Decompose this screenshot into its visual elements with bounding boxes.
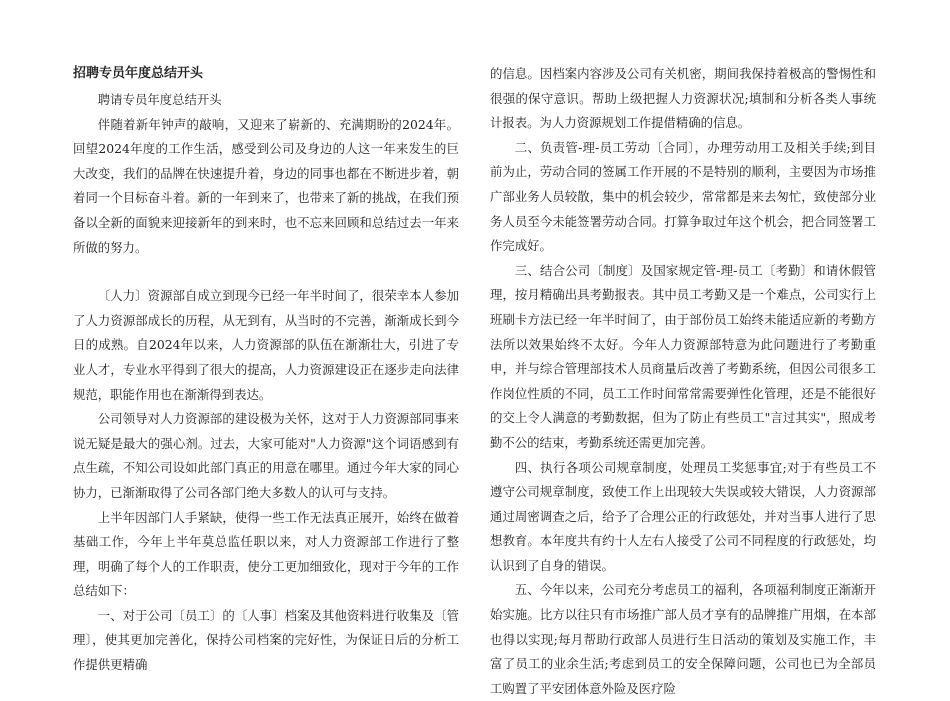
first-half-paragraph: 上半年因部门人手紧缺，使得一些工作无法真正展开，始终在做着基础工作，今年上半年莫总监任职以来，对人力资源部工作进行了整理，明确了每个人的工作职责，使分工更加细致化，现对于今年的工作总结如下： bbox=[73, 509, 459, 599]
left-column bbox=[73, 62, 459, 678]
leadership-paragraph: 公司领导对人力资源部的建设极为关怀，这对于人力资源部同事来说无疑是最大的强心剂。过去，大家可能对"人力资源"这个词语感到有点生疏，不知公司设如此部门真正的用意在哪里。通过今年大家的同心协力，已渐渐取得了公司各部门绝大多数人的认可与支持。 bbox=[73, 411, 459, 500]
item-two-paragraph: 二、负责管-理-员工劳动〔合同〕，办理劳动用工及相关手续;到目前为止，劳动合同的签属工作开展的不是特别的顺利，主要因为市场推广部业务人员较散，集中的机会较少，常常都是来去匆忙，致使部分业务人员至今未能签署劳动合同。打算争取过年这个机会，把合同签署工作完成好。 bbox=[490, 139, 876, 254]
hr-department-paragraph: 〔人力〕资源部自成立到现今已经一年半时间了，很荣幸本人参加了人力资源部成长的历程，从无到有，从当时的不完善，渐渐成长到今日的成熟。自2024年以来，人力资源部的队伍在渐渐壮大，引进了专业人才，专业水平得到了很大的提高，人力资源建设正在逐步走向法律规范，职能作用也在渐渐得到表达。 bbox=[73, 288, 459, 402]
item-four-paragraph: 四、执行各项公司规章制度，处理员工奖惩事宜;对于有些员工不遵守公司规章制度，致使工作上出现较大失误或较大错误，人力资源部通过周密调查之后，给予了合理公正的行政惩处，并对当事人进行了思想教育。本年度共有约十人左右人接受了公司不同程度的行政惩处，均认识到了自身的错误。 bbox=[490, 459, 876, 573]
intro-paragraph: 伴随着新年钟声的敲响，又迎来了崭新的、充满期盼的2024年。回望2024年度的工作生活，感受到公司及身边的人这一年来发生的巨大改变，我们的品牌在快速提升着，身边的同事也都在不断进步着，朝着同一个目标奋斗着。新的一年到来了，也带来了新的挑战，在我们预备以全新的面貌来迎接新年的到来时，也不忘来回顾和总结过去一年来所做的努力。 bbox=[73, 116, 459, 255]
item-one-paragraph: 一、对于公司〔员工〕的〔人事〕档案及其他资料进行收集及〔管理〕，使其更加完善化，保持公司档案的完好性，为保证日后的分析工作提供更精确 bbox=[73, 607, 459, 673]
item-one-continued-paragraph: 的信息。因档案内容涉及公司有关机密，期间我保持着极高的警惕性和很强的保守意识。帮助上级把握人力资源状况;填制和分析各类人事统计报表。为人力资源规划工作提借精确的信息。 bbox=[490, 66, 876, 131]
paragraph-gap bbox=[73, 260, 459, 284]
right-column bbox=[490, 62, 876, 701]
subtitle-paragraph: 聘请专员年度总结开头 bbox=[97, 92, 222, 107]
item-five-paragraph: 五、今年以来，公司充分考虑员工的福利，各项福利制度正渐渐开始实施。比方以往只有市场推广部人员才享有的品牌推广用烟，在本部也得以实现;每月帮助行政部人员进行生日活动的策划及实施工作，丰富了员工的业余生活;考虑到员工的安全保障问题，公司也已为全部员工购置了平安团体意外险及医疗险 bbox=[490, 582, 876, 696]
item-three-paragraph: 三、结合公司〔制度〕及国家规定管-理-员工〔考勤〕和请休假管理，按月精确出具考勤报表。其中员工考勤又是一个难点，公司实行上班刷卡方法已经一年半时间了，由于部份员工始终未能适应新的考勤方法所以效果始终不太好。今年人力资源部特意为此问题进行了考勤重申，并与综合管理部技术人员商量后改善了考勤系统，但因公司很多工作岗位性质的不同，员工工作时间常常需要弹性化管理，还是不能很好的交上令人满意的考勤数据，但为了防止有些员工"言过其实"，照成考勤不公的结束，考勤系统还需更加完善。 bbox=[490, 262, 876, 450]
document-title: 招聘专员年度总结开头 bbox=[73, 66, 204, 81]
